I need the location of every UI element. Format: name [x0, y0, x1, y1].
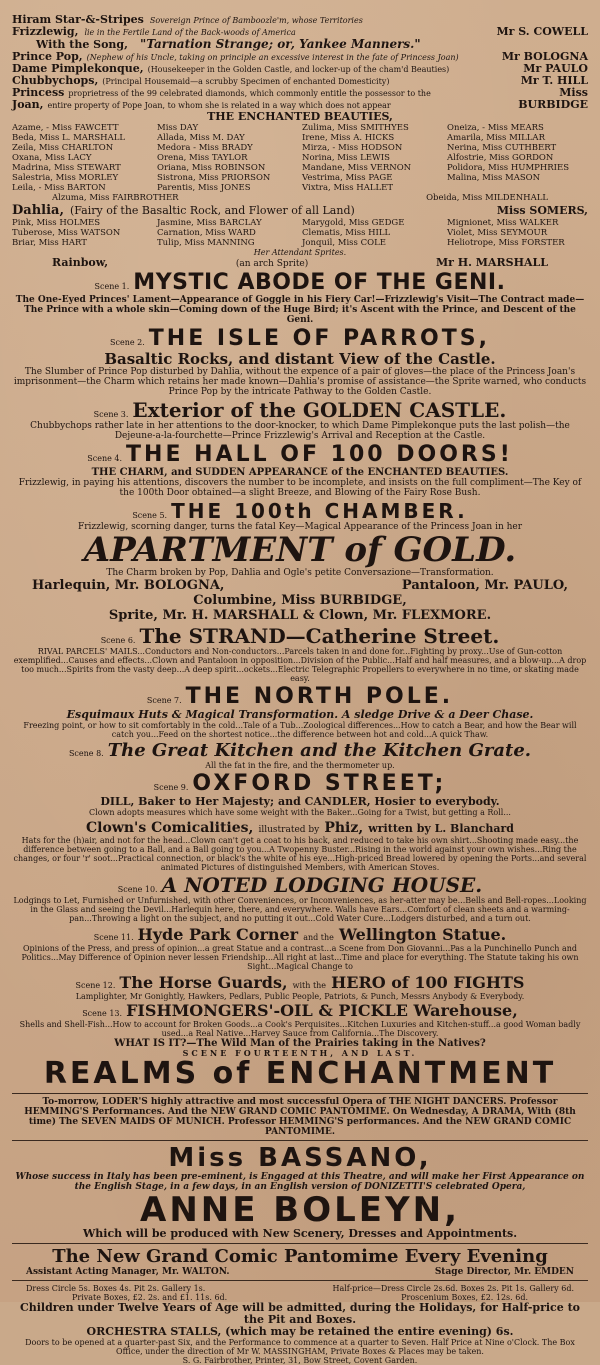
scene-13 — [12, 1001, 588, 1049]
scene-text: Opinions of the Press, and press of opinion...a great Statue and a contrast...a Scene from Don Giovanni...Pas a la Punchinello Punch and Politics...May Difference of Opinion never lessen Friendship...All right at last...Time and place for everything. The Statute taking his own Sight...Magical Change to — [21, 944, 579, 971]
cast-line-dahlia — [12, 203, 588, 218]
scene-big-title: APARTMENT of GOLD. — [83, 530, 517, 570]
role-name: Hiram Star-&-Stripes — [12, 13, 144, 26]
cast-entry: Heliotrope, Miss FORSTER — [447, 238, 565, 248]
cast-entry: Mignionet, Miss WALKER — [447, 218, 559, 228]
cast-entry: Zeila, Miss CHARLTON — [12, 143, 114, 153]
cast-entry: Alzuma, Miss FAIRBROTHER — [52, 193, 179, 203]
prices-line-1 — [12, 1284, 588, 1293]
role-name: Princess — [12, 86, 65, 99]
actor-name: Mr H. MARSHALL — [435, 256, 548, 269]
cast-entry: Nerina, Miss CUTHBERT — [447, 143, 557, 153]
prices-proscenium: Proscenium Boxes, £2. 12s. 6d. — [401, 1293, 528, 1302]
scene-title-joiner: with the — [292, 981, 327, 990]
actor-name: Mr PAULO — [523, 62, 588, 75]
performer-text: Whose success in Italy has been pre-eminent, is Engaged at this Theatre, and will make her First Appearance on the English Stage, in a few days, in an English version of DONIZETTI'S celebrated Opera, — [15, 1172, 585, 1192]
role-desc: (Housekeeper in the Golden Castle, and locker-up of the cham'd Beauties) — [147, 65, 450, 74]
scene-title-joiner: and the — [303, 933, 334, 942]
actor-name: Mr S. COWELL — [496, 25, 588, 38]
cast-entry: Norina, Miss LEWIS — [302, 153, 390, 163]
attendant-sprites-label: Her Attendant Sprites. — [253, 248, 347, 257]
beauties-title: THE ENCHANTED BEAUTIES, — [207, 110, 393, 123]
cast-entry: Tuberose, Miss WATSON — [12, 228, 121, 238]
cast-entry: Jasmine, Miss BARCLAY — [157, 218, 262, 228]
performer-name: Miss BASSANO, — [168, 1143, 432, 1173]
sprites-cast-grid — [12, 218, 588, 248]
scene-text: The Charm broken by Pop, Dahlia and Ogle's petite Conversazione—Transformation. — [106, 568, 494, 578]
beauties-cast-grid — [12, 123, 588, 193]
actor-name: Miss SOMERS, — [496, 204, 588, 217]
beauties-last-row — [12, 193, 588, 203]
scene-title: Hyde Park Corner — [137, 925, 299, 944]
scene-label: Scene 9. — [153, 783, 189, 792]
actor-name: Pantaloon, Mr. PAULO, — [401, 578, 568, 593]
scene-6 — [12, 625, 588, 683]
cast-entry: Allada, Miss M. DAY — [157, 133, 245, 143]
cast-entry: Marygold, Miss GEDGE — [302, 218, 405, 228]
cast-entry: Azame, - Miss FAWCETT — [12, 123, 119, 133]
cast-entry: Irene, Miss A. HICKS — [302, 133, 395, 143]
role-name: Joan, — [12, 98, 44, 111]
actor-name: Harlequin, Mr. BOLOGNA, — [32, 578, 225, 593]
scene-label: Scene 2. — [110, 338, 145, 347]
actor-name: BURBIDGE — [518, 98, 588, 111]
role-desc: entire property of Pope Joan, to whom she is related in a way which does not appear — [47, 101, 391, 110]
scene-text: Freezing point, or how to sit comfortably in the cold...Tale of a Tub...Zoological differences...How to catch a Bear, and how the Bear will catch you...Feed on the shortest notice...the difference between hot and cold...A quick Thaw. — [23, 721, 577, 739]
scene-title: OXFORD STREET; — [192, 771, 447, 796]
cast-entry: Oriana, Miss ROBINSON — [157, 163, 266, 173]
actor-name: Mr T. HILL — [520, 74, 588, 87]
scene-4 — [12, 443, 588, 498]
scene-text: Lamplighter, Mr Gonightly, Hawkers, Pedlars, Public People, Patriots, & Punch, Messrs Anybody & Everybody. — [75, 992, 525, 1001]
scene-subtitle: Basaltic Rocks, and distant View of the Castle. — [104, 350, 496, 368]
divider — [12, 1280, 588, 1281]
scene-14 — [12, 1049, 588, 1090]
cast-entry: Clematis, Miss HILL — [302, 228, 391, 238]
scene-text: Frizzlewig, in paying his attentions, discovers the number to be incomplete, and insists on the full compliment—The Key of the 100th Door obtained—a slight Breeze, and Blowing of the Fairy Rose Bush. — [18, 478, 582, 498]
cast-line-princess — [12, 87, 588, 99]
comicalities-title: Clown's Comicalities, — [86, 820, 254, 836]
cast-line-dame — [12, 63, 588, 75]
scene-title: REALMS of ENCHANTMENT — [43, 1056, 557, 1091]
cast-entry: Miss DAY — [157, 123, 199, 133]
harlequinade-cast-2: Columbine, Miss BURBIDGE, — [193, 593, 407, 608]
scene-title-2: Wellington Statue. — [338, 925, 507, 944]
comicalities-illustrator: Phiz, — [324, 820, 364, 836]
role-desc: lie in the Fertile Land of the Back-woods of America — [84, 28, 296, 37]
scene-label: Scene 1. — [94, 282, 130, 291]
role-desc: (Fairy of the Basaltic Rock, and Flower of all Land) — [69, 204, 355, 217]
scene-text: The Slumber of Prince Pop disturbed by Dahlia, without the expence of a pair of gloves—the place of the Princess Joan's imprisonment—the Charm which retains her made known—Dahlia's promise of assistance—the Sprite warned, who conducts Prince Pop by the intricate Pathway to the Golden Castle. — [13, 367, 587, 397]
cast-entry: Salestria, Miss MORLEY — [12, 173, 119, 183]
children-notice: Children under Twelve Years of Age will be admitted, during the Holidays, for Half-price to the Pit and Boxes. — [19, 1301, 581, 1326]
role-desc: (an arch Sprite) — [235, 259, 309, 269]
divider — [12, 1140, 588, 1141]
scene-title: MYSTIC ABODE OF THE GENI. — [133, 270, 506, 295]
scene-title: THE NORTH POLE. — [185, 684, 454, 709]
scene-label: SCENE FOURTEENTH, AND LAST. — [182, 1048, 418, 1058]
scene-subtitle: DILL, Baker to Her Majesty; and CANDLER, Hosier to everybody. — [100, 795, 500, 808]
actor-name: Mr BOLOGNA — [501, 50, 588, 63]
scene-label: Scene 12. — [75, 981, 116, 990]
scene-title: The Great Kitchen and the Kitchen Grate. — [107, 740, 532, 761]
cast-entry: Mandane, Miss VERNON — [302, 163, 412, 173]
sprites-block — [12, 218, 588, 248]
cast-entry: Beda, Miss L. MARSHALL — [12, 133, 125, 143]
scene-label: Scene 3. — [93, 410, 129, 419]
scene-title: The Horse Guards, — [119, 973, 288, 992]
cast-entry: Oneiza, - Miss MEARS — [447, 123, 544, 133]
cast-entry: Tulip, Miss MANNING — [157, 238, 255, 248]
comicalities-text: illustrated by — [258, 825, 320, 835]
what-is-it-line: WHAT IS IT?—The Wild Man of the Prairies taking in the Natives? — [114, 1038, 486, 1049]
prices-full: Dress Circle 5s. Boxes 4s. Pit 2s. Gallery 1s. — [26, 1284, 206, 1293]
scene-text: Lodgings to Let, Furnished or Unfurnished, with other Conveniences, or Inconveniences, as her-atter may be...Bells and Bell-ropes...Looking in the Glass and seeing the Devil...Harlequin here, there, and everywhere. Walls have Ears...Comfort of clean sheets and a warming-pan...Throwing a light on the subject, and no putting it out...Cold Water Cure...Lodgers disturbed, and a turn out. — [13, 896, 587, 923]
scene-text: Shells and Shell-Fish...How to account for Broken Goods...a Cook's Perquisites...Kitchen Luxuries and Kitchen-stuff...a good Woman badly used...a Real Native...Harvey Sauce from California...The Discovery. — [19, 1020, 581, 1038]
scene-title-2: HERO of 100 FIGHTS — [331, 973, 525, 992]
cast-entry: Violet, Miss SEYMOUR — [447, 228, 548, 238]
scene-title: THE HALL OF 100 DOORS! — [126, 442, 513, 467]
cast-entry: Leila, - Miss BARTON — [12, 183, 106, 193]
song-title: "Tarnation Strange; or, Yankee Manners." — [139, 37, 421, 51]
cast-entry: Sistrona, Miss PRIORSON — [157, 173, 271, 183]
cast-entry: Carnation, Miss WARD — [157, 228, 256, 238]
scene-1 — [12, 271, 588, 325]
role-name: Frizzlewig, — [12, 25, 79, 38]
role-name: Rainbow, — [52, 256, 109, 269]
upcoming-announcement: To-morrow, LODER'S highly attractive and most successful Opera of THE NIGHT DANCERS. Professor HEMMING'S Performances. And the NEW GRAND COMIC PANTOMIME. On Wednesday, A DRAMA, With (8th time) The SEVEN MAIDS OF MUNICH. Professor HEMMING'S performances. And the NEW GRAND COMIC PANTOMIME. — [24, 1097, 576, 1137]
role-desc: Sovereign Prince of Bamboozle'm, whose Territories — [149, 16, 363, 25]
stage-director: Stage Director, Mr. EMDEN — [434, 1267, 574, 1277]
scene-title: THE ISLE OF PARROTS, — [148, 326, 490, 351]
scene-8 — [12, 741, 588, 770]
role-desc: (Nephew of his Uncle, taking on principle an excessive interest in the fate of Princess Joan) — [86, 53, 459, 62]
role-name: Dahlia, — [12, 203, 64, 218]
scene-text: All the fat in the fire, and the thermometer up. — [205, 761, 395, 770]
scene-title: A NOTED LODGING HOUSE. — [161, 873, 483, 897]
printer-imprint: S. G. Fairbrother, Printer, 31, Bow Street, Covent Garden. — [182, 1356, 418, 1365]
cast-entry: Parentis, Miss JONES — [157, 183, 251, 193]
actor-name: Miss — [559, 86, 588, 99]
divider — [12, 1243, 588, 1244]
cast-line-chubbychops — [12, 75, 588, 87]
cast-entry: Madrina, Miss STEWART — [12, 163, 121, 173]
scene-label: Scene 6. — [100, 636, 136, 645]
scene-subtitle: THE CHARM, and SUDDEN APPEARANCE of the ENCHANTED BEAUTIES. — [91, 467, 509, 478]
role-desc: proprietress of the 99 celebrated diamonds, which commonly entitle the possessor to the — [68, 89, 431, 98]
scene-title: Exterior of the GOLDEN CASTLE. — [132, 398, 507, 422]
cast-entry: Polidora, Miss HUMPHRIES — [447, 163, 570, 173]
acting-manager: Assistant Acting Manager, Mr. WALTON. — [26, 1267, 230, 1277]
opera-title: ANNE BOLEYN, — [140, 1190, 460, 1230]
cast-entry: Vestrima, Miss PAGE — [302, 173, 393, 183]
cast-entry: Orena, Miss TAYLOR — [157, 153, 248, 163]
scene-text: The One-Eyed Princes' Lament—Appearance of Goggle in his Fiery Car!—Frizzlewig's Visit—The Contract made—The Prince with a whole skin—Coming down of the Huge Bird; it's Ascent with the Prince, and Descent of the Geni. — [15, 295, 585, 325]
scene-title: FISHMONGERS'-OIL & PICKLE Warehouse, — [126, 1001, 518, 1020]
cast-entry: Pink, Miss HOLMES — [12, 218, 101, 228]
scene-5 — [12, 500, 588, 623]
scene-label: Scene 13. — [82, 1009, 123, 1018]
scene-11 — [12, 925, 588, 971]
scene-label: Scene 4. — [87, 454, 123, 463]
prices-private: Private Boxes, £2. 2s. and £1. 11s. 6d. — [72, 1293, 228, 1302]
comicalities-line — [12, 817, 588, 836]
scene-10 — [12, 874, 588, 923]
role-desc: (Principal Housemaid—a scrubby Specimen of enchanted Domesticity) — [102, 77, 390, 86]
scene-label: Scene 11. — [93, 933, 134, 942]
role-name: Dame Pimplekonque, — [12, 62, 144, 75]
scene-7 — [12, 685, 588, 739]
comicalities-author: written by L. Blanchard — [368, 822, 514, 835]
role-name: Prince Pop, — [12, 50, 83, 63]
song-label: With the Song, — [36, 38, 128, 51]
cast-entry — [447, 183, 588, 193]
scene-text: Clown adopts measures which have some weight with the Baker...Going for a Twist, but getting a Roll... — [89, 808, 511, 817]
management-line — [12, 1267, 588, 1277]
pantomime-line: The New Grand Comic Pantomime Every Evening — [52, 1246, 548, 1267]
role-name: Chubbychops, — [12, 74, 99, 87]
cast-entry: Amarila, Miss MILLAR — [447, 133, 545, 143]
cast-entry: Malina, Miss MASON — [447, 173, 541, 183]
cast-line-rainbow — [12, 257, 588, 269]
scene-9 — [12, 772, 588, 872]
scene-text: Hats for the (h)air, and not for the head...Clown can't get a coat to his back, and reduced to take his own shirt...Shooting made easy...the difference between going to a Ball, and a Ball going to you...A Twopenny Buster...Rising in the world against your own wishes...Ring the changes, or four 'r' soot...Practical connection, or black's the white of his eye...High-priced Bread lowered by opening the Ports...and several animated Pictures of distinguished Members, with American Stoves. — [13, 836, 587, 872]
divider — [12, 1093, 588, 1094]
scene-subtitle: Esquimaux Huts & Magical Transformation. A sledge Drive & a Deer Chase. — [66, 708, 534, 721]
scene-label: Scene 10. — [117, 885, 158, 894]
cast-entry: Vixtra, Miss HALLET — [302, 183, 394, 193]
cast-entry: Jonquil, Miss COLE — [302, 238, 386, 248]
doors-notice: Doors to be opened at a quarter-past Six, and the Performance to commence at a quarter to Seven. Half Price at Nine o'Clock. The Box Office, under the direction of Mr W. MASSINGHAM, Private Boxes & Places may be taken. — [25, 1338, 575, 1356]
scene-text: RIVAL PARCELS' MAILS...Conductors and Non-conductors...Parcels taken in and done for...Fighting by proxy...Use of Gun-cotton exemplified...Causes and effects...Clown and Pantaloon in opposition...Division of the Public...Half and half measures, and a blow-up...A drop too much...Spirits from the vasty deep...A deep spirit...ockets...Electric Telegraphic Propellers to everywhere in no time, or skating made easy. — [13, 647, 587, 683]
scene-label: Scene 7. — [146, 696, 182, 705]
prices-half: Half-price—Dress Circle 2s.6d. Boxes 2s. Pit 1s. Gallery 6d. — [332, 1284, 574, 1293]
scene-label: Scene 5. — [132, 511, 168, 520]
scene-text: Chubbychops rather late in her attentions to the door-knocker, to which Dame Pimplekonque puts the last polish—the Dejeune-a-la-fourchette—Prince Frizzlewig's Arrival and Reception at the Castle. — [30, 421, 570, 441]
harlequinade-cast-1 — [12, 578, 588, 593]
scene-text: Frizzlewig, scorning danger, turns the fatal Key—Magical Appearance of the Princess Joan in her — [77, 522, 523, 532]
cast-entry: Mirza, - Miss HODSON — [302, 143, 403, 153]
scene-12 — [12, 973, 588, 1001]
scene-title: THE 100th CHAMBER. — [171, 499, 468, 523]
scene-label: Scene 8. — [68, 749, 104, 758]
cast-entry: Obeida, Miss MILDENHALL — [426, 193, 548, 203]
cast-entry: Briar, Miss HART — [12, 238, 87, 248]
harlequinade-cast-3: Sprite, Mr. H. MARSHALL & Clown, Mr. FLEXMORE. — [108, 608, 492, 623]
cast-entry: Alfostrie, Miss GORDON — [447, 153, 554, 163]
stalls-notice: ORCHESTRA STALLS, (which may be retained the entire evening) 6s. — [86, 1325, 514, 1338]
cast-entry: Oxana, Miss LACY — [12, 153, 92, 163]
scene-2 — [12, 327, 588, 397]
cast-entry: Medora - Miss BRADY — [157, 143, 253, 153]
opera-text: Which will be produced with New Scenery, Dresses and Appointments. — [82, 1227, 518, 1240]
scene-3 — [12, 399, 588, 441]
cast-entry: Zulima, Miss SMITHYES — [302, 123, 409, 133]
scene-title: The STRAND—Catherine Street. — [139, 624, 500, 648]
